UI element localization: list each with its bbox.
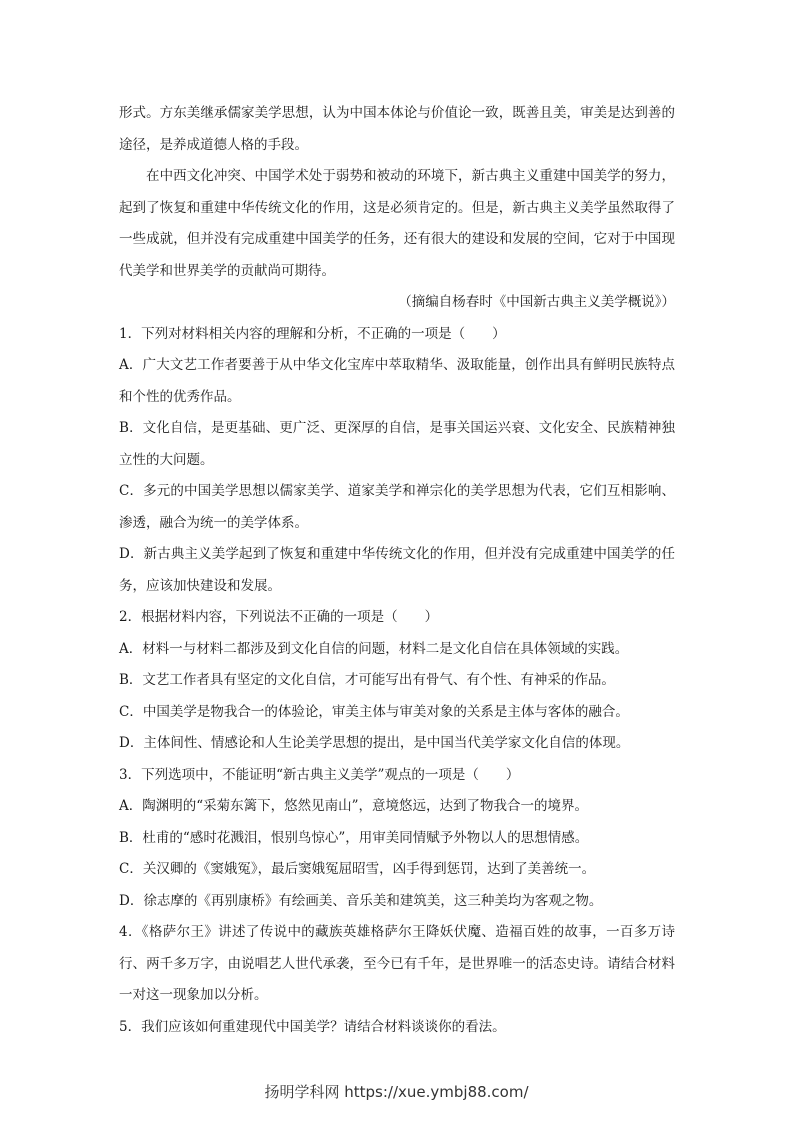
question-stem: 4．《格萨尔王》讲述了传说中的藏族英雄格萨尔王降妖伏魔、造福百姓的故事，一百多万诗行、两千多万字，由说唱艺人世代承袭，至今已有千年，是世界唯一的活态史诗。请结合材料一对这一现象加以分析。 [119, 924, 675, 1003]
option-d: D．徐志摩的《再别康桥》有绘画美、音乐美和建筑美，这三种美均为客观之物。 [119, 892, 603, 909]
question-stem: 2．根据材料内容，下列说法不正确的一项是（ ） [119, 609, 439, 625]
option-a: A．材料一与材料二都涉及到文化自信的问题，材料二是文化自信在具体领域的实践。 [119, 640, 629, 657]
document-body [119, 98, 675, 1043]
question-1 [119, 319, 675, 603]
question-5 [119, 1012, 675, 1044]
option-c: C．多元的中国美学思想以儒家美学、道家美学和禅宗化的美学思想为代表，它们互相影响、渗透，融合为统一的美学体系。 [119, 483, 675, 531]
footer-watermark: 扬明学科网 https://xue.ymbj88.com/ [264, 1083, 529, 1101]
paragraph-1: 形式。方东美继承儒家美学思想，认为中国本体论与价值论一致，既善且美，审美是达到善的途径，是养成道德人格的手段。 [119, 105, 675, 153]
question-stem: 5．我们应该如何重建现代中国美学？请结合材料谈谈你的看法。 [119, 1018, 506, 1035]
option-a: A．广大文艺工作者要善于从中华文化宝库中萃取精华、汲取能量，创作出具有鲜明民族特点和个性的优秀作品。 [119, 357, 675, 405]
question-stem: 3．下列选项中，不能证明“新古典主义美学”观点的一项是（ ） [119, 766, 520, 783]
option-b: B．文艺工作者具有坚定的文化自信，才可能写出有骨气、有个性、有神采的作品。 [119, 672, 615, 688]
option-d: D．新古典主义美学起到了恢复和重建中华传统文化的作用，但并没有完成重建中国美学的任务，应该加快建设和发展。 [119, 546, 675, 594]
question-2 [119, 602, 675, 760]
option-c: C．中国美学是物我合一的体验论，审美主体与审美对象的关系是主体与客体的融合。 [119, 703, 629, 720]
source-citation: （摘编自杨春时《中国新古典主义美学概说》） [398, 294, 675, 310]
question-3 [119, 760, 675, 918]
question-4 [119, 917, 675, 1012]
option-b: B．文化自信，是更基础、更广泛、更深厚的自信，是事关国运兴衰、文化安全、民族精神独立性的大问题。 [119, 420, 675, 468]
paragraph-2: 在中西文化冲突、中国学术处于弱势和被动的环境下，新古典主义重建中国美学的努力，起到了恢复和重建中华传统文化的作用，这是必须肯定的。但是，新古典主义美学虽然取得了一些成就，但并没有完成重建中国美学的任务，还有很大的建设和发展的空间，它对于中国现代美学和世界美学的贡献尚可期待。 [119, 168, 675, 279]
option-a: A．陶渊明的“采菊东篱下，悠然见南山”，意境悠远，达到了物我合一的境界。 [119, 798, 589, 814]
question-stem: 1．下列对材料相关内容的理解和分析，不正确的一项是（ ） [119, 325, 506, 342]
option-c: C．关汉卿的《窦娥冤》，最后窦娥冤屈昭雪，凶手得到惩罚，达到了美善统一。 [119, 861, 596, 877]
option-d: D．主体间性、情感论和人生论美学思想的提出，是中国当代美学家文化自信的体现。 [119, 735, 630, 751]
option-b: B．杜甫的“感时花溅泪，恨别鸟惊心”，用审美同情赋予外物以人的思想情感。 [119, 829, 589, 846]
